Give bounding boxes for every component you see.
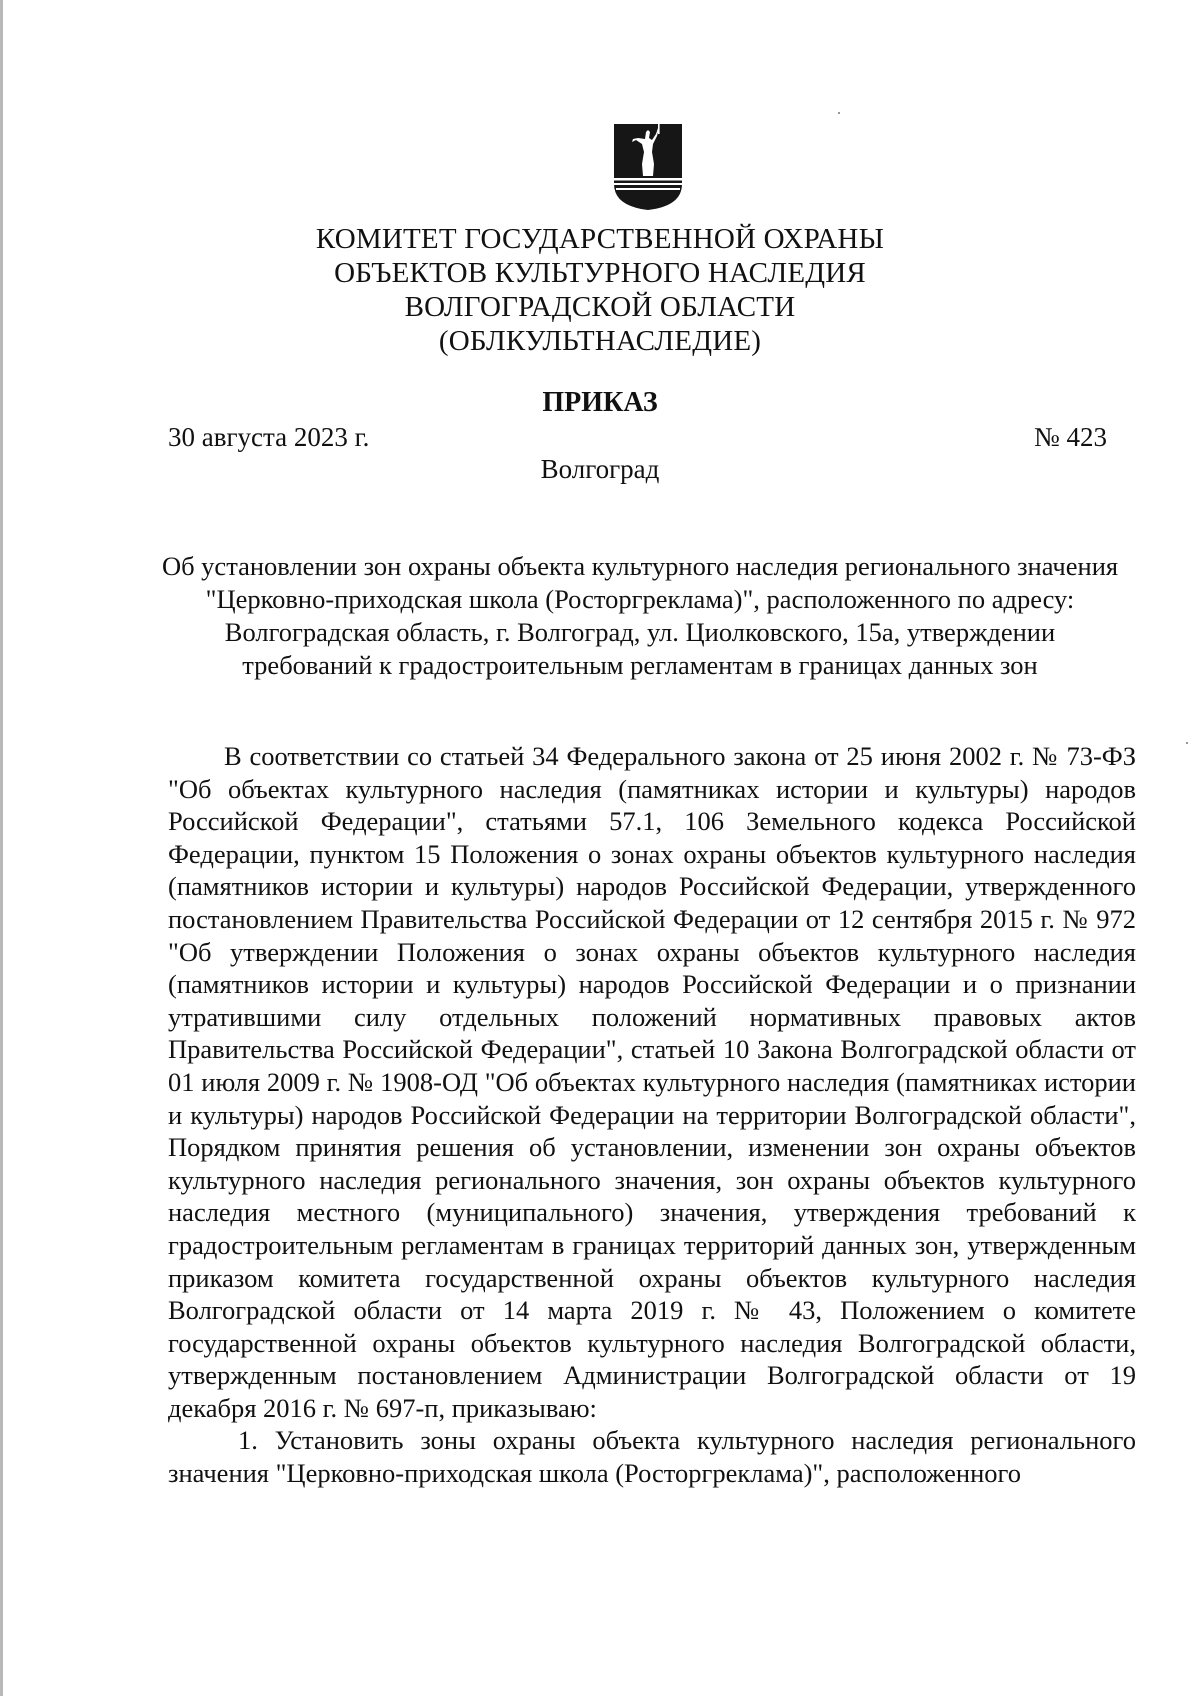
preamble-paragraph: В соответствии со статьей 34 Федерального закона от 25 июня 2002 г. № 73-ФЗ "Об объектах культурного наследия (памятниках истории и культуры) народов Российской Федерации", статьями 57.1, 106 Земельного кодекса Российской Федерации, пунктом 15 Положения о зонах охраны объектов культурного наследия (памятников истории и культуры) народов Российской Федерации, утвержденного постановлением Правительства Российской Федерации от 12 сентября 2015 г. № 972 "Об утверждении Положения о зонах охраны объектов культурного наследия (памятников истории и культуры) народов Российской Федерации и о признании утратившими силу отдельных положений нормативных правовых актов Правительства Российской Федерации", статьей 10 Закона Волгоградской области от 01 июля 2009 г. № 1908-ОД "Об объектах культурного наследия (памятниках истории и культуры) народов Российской Федерации на территории Волгоградской области", Порядком принятия решения об установлении, изменении зон охраны объектов культурного наследия регионального значения, зон охраны объектов культурного наследия местного (муниципального) значения, утверждения требований к градостроительным регламентам в границах территорий данных зон, утвержденным приказом комитета государственной охраны объектов культурного наследия Волгоградской области от 14 марта 2019 г. № 43, Положением о комитете государственной охраны объектов культурного наследия Волгоградской области, утвержденным постановлением Администрации Волгоградской области от 19 декабря 2016 г. № 697-п, приказываю:	[168, 741, 1136, 1423]
item-1-paragraph: 1. Установить зоны охраны объекта культурного наследия регионального значения "Церковно-приходская школа (Росторгреклама)", расположенного	[168, 1425, 1136, 1489]
order-subject: Об установлении зон охраны объекта культурного наследия регионального значения "Церковно-приходская школа (Росторгреклама)", расположенного по адресу: Волгоградская область, г. Волгоград, ул. Циолковского, 15а, утверждении требований к градостроительным регламентам в границах данных зон	[161, 551, 1119, 680]
header-line-3: ВОЛГОГРАДСКОЙ ОБЛАСТИ	[404, 291, 796, 323]
document-type-title: ПРИКАЗ	[542, 387, 658, 418]
volgograd-coat-of-arms-icon	[612, 122, 684, 212]
order-number: № 423	[1034, 422, 1108, 452]
order-body	[168, 740, 1136, 1490]
scan-speck	[1186, 742, 1188, 744]
order-date: 30 августа 2023 г.	[168, 422, 370, 452]
order-city: Волгоград	[540, 454, 660, 484]
header-line-2: ОБЪЕКТОВ КУЛЬТУРНОГО НАСЛЕДИЯ	[334, 257, 866, 289]
header-line-4: (ОБЛКУЛЬТНАСЛЕДИЕ)	[438, 325, 762, 357]
scan-speck	[838, 112, 840, 114]
header-line-1: КОМИТЕТ ГОСУДАРСТВЕННОЙ ОХРАНЫ	[315, 223, 885, 255]
